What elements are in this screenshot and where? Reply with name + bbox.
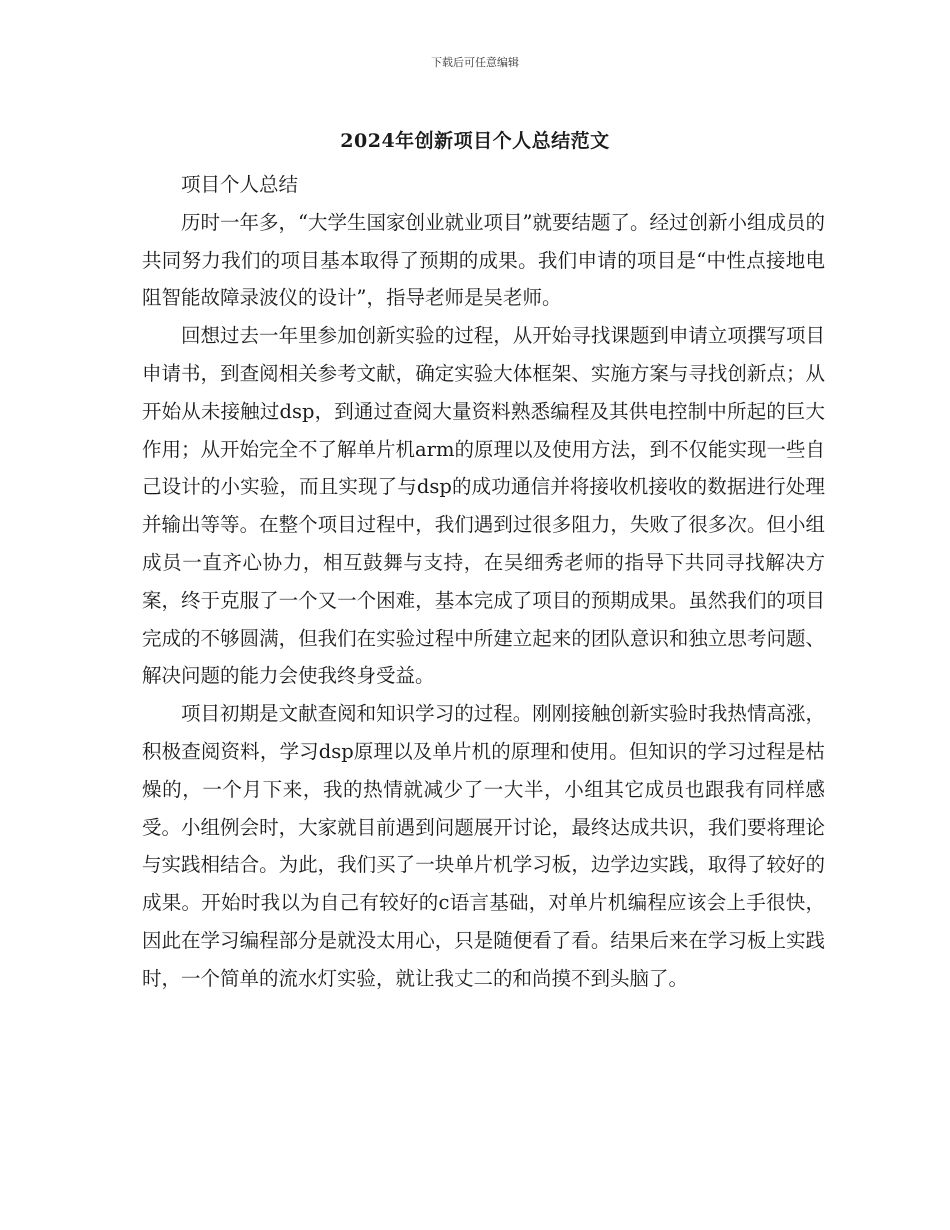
document-body: [142, 166, 825, 998]
paragraph-3: 项目初期是文献查阅和知识学习的过程。刚刚接触创新实验时我热情高涨，积极查阅资料，学习dsp原理以及单片机的原理和使用。但知识的学习过程是枯燥的，一个月下来，我的热情就减少了一大半，小组其它成员也跟我有同样感受。小组例会时，大家就目前遇到问题展开讨论，最终达成共识，我们要将理论与实践相结合。为此，我们买了一块单片机学习板，边学边实践，取得了较好的成果。开始时我以为自己有较好的c语言基础，对单片机编程应该会上手很快，因此在学习编程部分是就没太用心，只是随便看了看。结果后来在学习板上实践时，一个简单的流水灯实验，就让我丈二的和尚摸不到头脑了。: [142, 702, 825, 990]
paragraph-2: 回想过去一年里参加创新实验的过程，从开始寻找课题到申请立项撰写项目申请书，到查阅相关参考文献，确定实验大体框架、实施方案与寻找创新点；从开始从未接触过dsp，到通过查阅大量资料熟悉编程及其供电控制中所起的巨大作用；从开始完全不了解单片机arm的原理以及使用方法，到不仅能实现一些自己设计的小实验，而且实现了与dsp的成功通信并将接收机接收的数据进行处理并输出等等。在整个项目过程中，我们遇到过很多阻力，失败了很多次。但小组成员一直齐心协力，相互鼓舞与支持，在吴细秀老师的指导下共同寻找解决方案，终于克服了一个又一个困难，基本完成了项目的预期成果。虽然我们的项目完成的不够圆满，但我们在实验过程中所建立起来的团队意识和独立思考问题、解决问题的能力会使我终身受益。: [142, 324, 825, 688]
header-note: 下载后可任意编辑: [431, 56, 519, 69]
document-title: 2024年创新项目个人总结范文: [340, 130, 610, 152]
subheading: 项目个人总结: [181, 173, 299, 196]
paragraph-1: 历时一年多，“大学生国家创业就业项目”就要结题了。经过创新小组成员的共同努力我们的项目基本取得了预期的成果。我们申请的项目是“中性点接地电阻智能故障录波仪的设计”，指导老师是吴老师。: [142, 210, 825, 310]
